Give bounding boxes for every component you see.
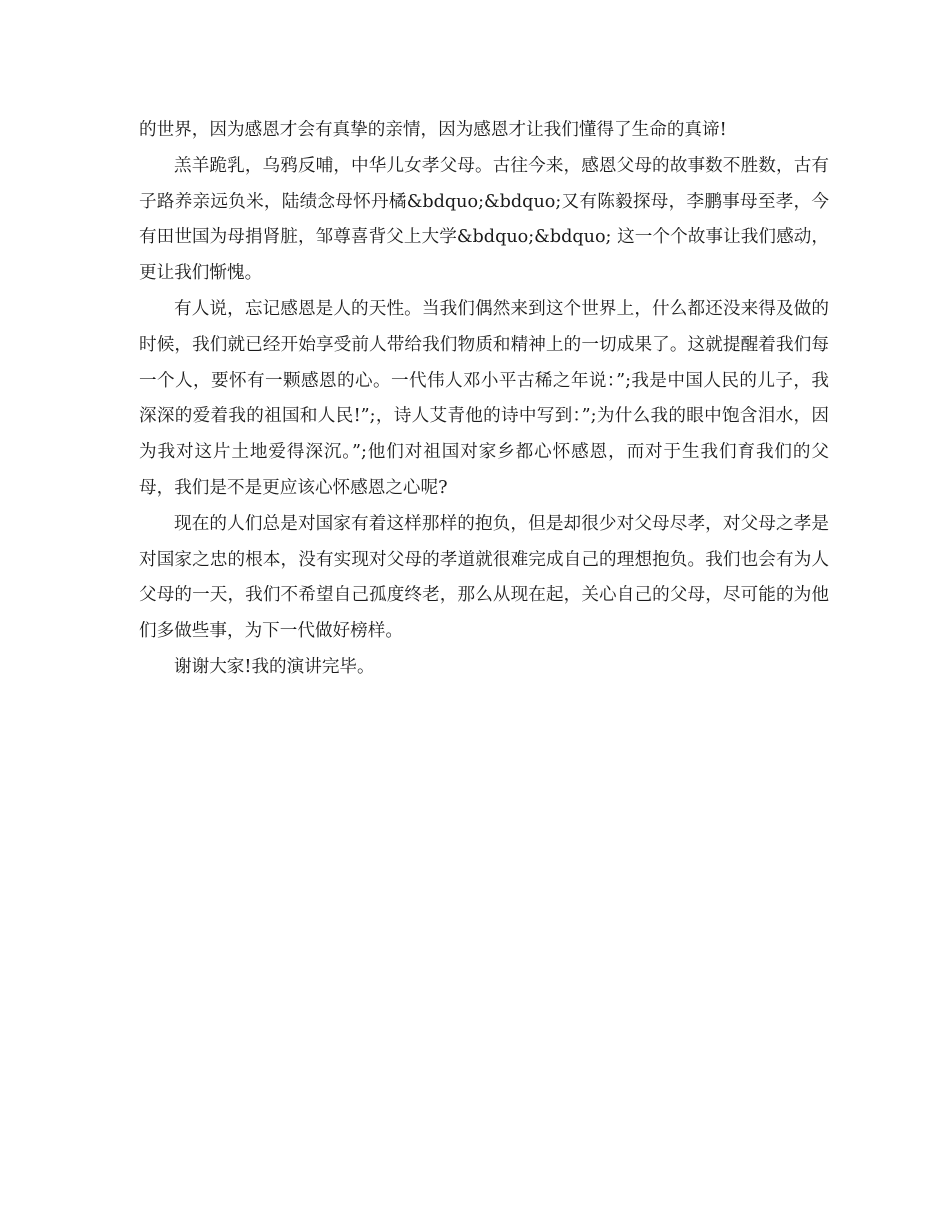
document-body	[139, 113, 829, 686]
paragraph-closing: 谢谢大家!我的演讲完毕。	[174, 656, 375, 677]
paragraph-filial-stories: 羔羊跪乳，乌鸦反哺，中华儿女孝父母。古往今来，感恩父母的故事数不胜数，古有子路养亲远负米，陆绩念母怀丹橘&bdquo;&bdquo;又有陈毅探母，李鹏事母至孝，今有田世国为母捐肾脏，邹尊喜背父上大学&bdquo;&bdquo; 这一个个故事让我们感动，更让我们惭愧。	[139, 155, 829, 284]
paragraph-duty-to-parents: 现在的人们总是对国家有着这样那样的抱负，但是却很少对父母尽孝，对父母之孝是对国家之忠的根本，没有实现对父母的孝道就很难完成自己的理想抱负。我们也会有为人父母的一天，我们不希望自己孤度终老，那么从现在起，关心自己的父母，尽可能的为他们多做些事，为下一代做好榜样。	[139, 513, 829, 642]
paragraph-gratitude-nature: 有人说，忘记感恩是人的天性。当我们偶然来到这个世界上，什么都还没来得及做的时候，我们就已经开始享受前人带给我们物质和精神上的一切成果了。这就提醒着我们每一个人，要怀有一颗感恩的心。一代伟人邓小平古稀之年说：”;我是中国人民的儿子，我深深的爱着我的祖国和人民!”;，诗人艾青他的诗中写到：”;为什么我的眼中饱含泪水，因为我对这片土地爱得深沉。”;他们对祖国对家乡都心怀感恩，而对于生我们育我们的父母，我们是不是更应该心怀感恩之心呢?	[139, 298, 829, 498]
paragraph-continuation: 的世界，因为感恩才会有真挚的亲情，因为感恩才让我们懂得了生命的真谛!	[139, 120, 727, 140]
